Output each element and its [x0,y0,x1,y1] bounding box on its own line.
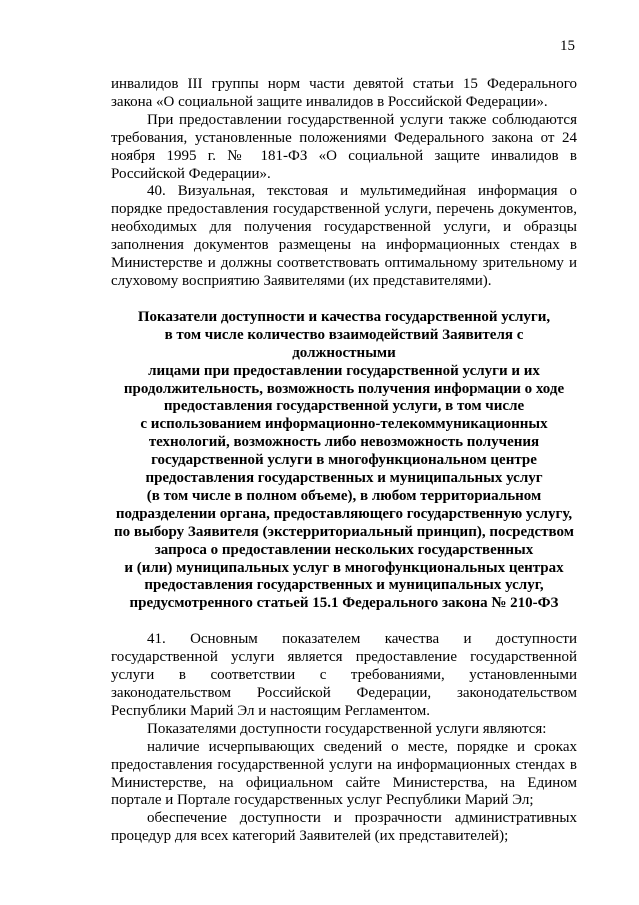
heading-line: подразделении органа, предоставляющего государственную услугу, [115,505,573,522]
heading-line: предоставления государственной услуги, в том числе [163,398,525,415]
paragraph: При предоставлении государственной услуги также соблюдаются требования, установленные положениями Федерального закона от 24 ноября 1995 г. № 181-ФЗ «О социальной защите инвалидов в Российской Федерации». [111,111,577,182]
document-body [111,76,577,846]
heading-line: предоставления государственных и муниципальных услуг, [144,577,544,594]
heading-line: предоставления государственных и муниципальных услуг [145,470,543,487]
paragraph-continuation: инвалидов III группы норм части девятой статьи 15 Федерального закона «О социальной защите инвалидов в Российской Федерации». [111,76,577,110]
paragraph-item-41: 41. Основным показателем качества и доступности государственной услуги является предоставление государственной услуги в соответствии с требованиями, установленными законодательством Российской Федерации, законодательством Республики Марий Эл и настоящим Регламентом. [111,631,577,719]
heading-line: продолжительность, возможность получения информации о ходе [123,380,565,397]
heading-line: с использованием информационно-телекоммуникационных [140,416,548,433]
paragraph-item-40: 40. Визуальная, текстовая и мультимедийная информация о порядке предоставления государственной услуги, перечень документов, необходимых для получения государственной услуги, и образцы заполнения документов размещены на информационных стендах в Министерстве и должны соответствовать оптимальному зрительному и слуховому восприятию Заявителями (их представителями). [111,183,577,289]
list-item: наличие исчерпывающих сведений о месте, порядке и сроках предоставления государственной услуги на информационных стендах в Министерстве, на официальном сайте Министерства, на Едином портале и Портале государственных услуг Республики Марий Эл; [111,738,577,809]
heading-line: (в том числе в полном объеме), в любом территориальном [146,487,542,504]
heading-line: предусмотренного статьей 15.1 Федерального закона № 210-ФЗ [129,595,559,612]
heading-line: технологий, возможность либо невозможность получения [148,434,540,451]
heading-line: запроса о предоставлении нескольких государственных [154,541,534,558]
page-number: 15 [560,38,575,54]
heading-line: государственной услуги в многофункциональном центре [151,452,537,469]
heading-line: Показатели доступности и качества государственной услуги, [137,308,551,325]
paragraph: Показателями доступности государственной услуги являются: [147,720,547,737]
heading-line: по выбору Заявителя (экстерриториальный принцип), посредством [114,523,574,540]
section-heading [111,309,577,613]
list-item: обеспечение доступности и прозрачности административных процедур для всех категорий Заявителей (их представителей); [111,810,577,845]
heading-line: и (или) муниципальных услуг в многофункциональных центрах [124,559,564,576]
heading-line: лицами при предоставлении государственной услуги и их [148,362,540,379]
heading-line: в том числе количество взаимодействий Заявителя с должностными [164,326,524,361]
